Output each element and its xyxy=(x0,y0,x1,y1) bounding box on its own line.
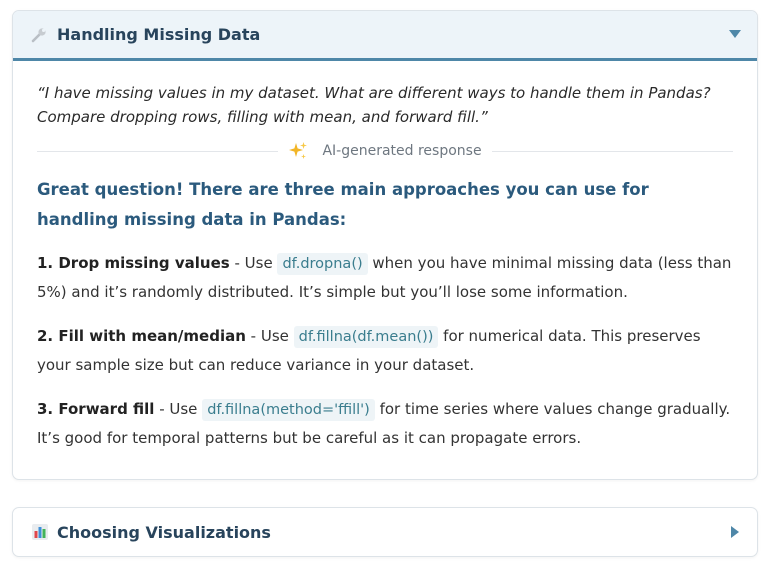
approach-heading: 1. Drop missing values xyxy=(37,254,230,272)
wrench-icon xyxy=(31,27,53,43)
approach-item xyxy=(37,249,733,306)
approach-item xyxy=(37,395,733,452)
code-snippet: df.fillna(df.mean()) xyxy=(294,326,439,348)
section-card-choosing-visualizations xyxy=(12,507,758,557)
user-question: “I have missing values in my dataset. What are different ways to handle them in Pandas? Compare dropping rows, filling with mean, and forward fill.” xyxy=(37,84,711,126)
code-snippet: df.dropna() xyxy=(277,253,367,275)
section-body xyxy=(13,61,757,452)
approach-heading: 2. Fill with mean/median xyxy=(37,327,246,345)
approach-text: for numerical data. This preserves your sample size but can reduce variance in your dataset. xyxy=(37,327,701,374)
collapse-toggle-icon[interactable] xyxy=(727,27,743,43)
approach-text: - Use xyxy=(229,254,278,272)
section-header[interactable] xyxy=(13,11,757,61)
section-title: Choosing Visualizations xyxy=(57,522,271,542)
ai-generated-label: AI-generated response xyxy=(322,143,482,159)
approach-text: when you have minimal missing data (less than 5%) and it’s randomly distributed. It’s simple but you’ll lose some information. xyxy=(37,254,732,301)
response-intro: Great question! There are three main approaches you can use for handling missing data in Pandas: xyxy=(37,180,649,229)
section-title: Handling Missing Data xyxy=(57,25,261,44)
approach-text: - Use xyxy=(245,327,294,345)
approach-text: - Use xyxy=(154,400,203,418)
sparkle-icon xyxy=(288,141,308,161)
code-snippet: df.fillna(method='ffill') xyxy=(202,399,375,421)
expand-toggle-icon[interactable] xyxy=(727,524,743,540)
ai-response-divider xyxy=(37,141,733,161)
approach-heading: 3. Forward fill xyxy=(37,400,155,418)
section-header[interactable] xyxy=(13,508,757,556)
divider-line-right xyxy=(492,151,733,152)
approach-item xyxy=(37,322,733,379)
bar-chart-icon xyxy=(31,523,53,541)
approach-text: for time series where values change gradually. It’s good for temporal patterns but be careful as it can propagate errors. xyxy=(37,400,731,447)
section-card-handling-missing-data xyxy=(12,10,758,480)
divider-line-left xyxy=(37,151,278,152)
